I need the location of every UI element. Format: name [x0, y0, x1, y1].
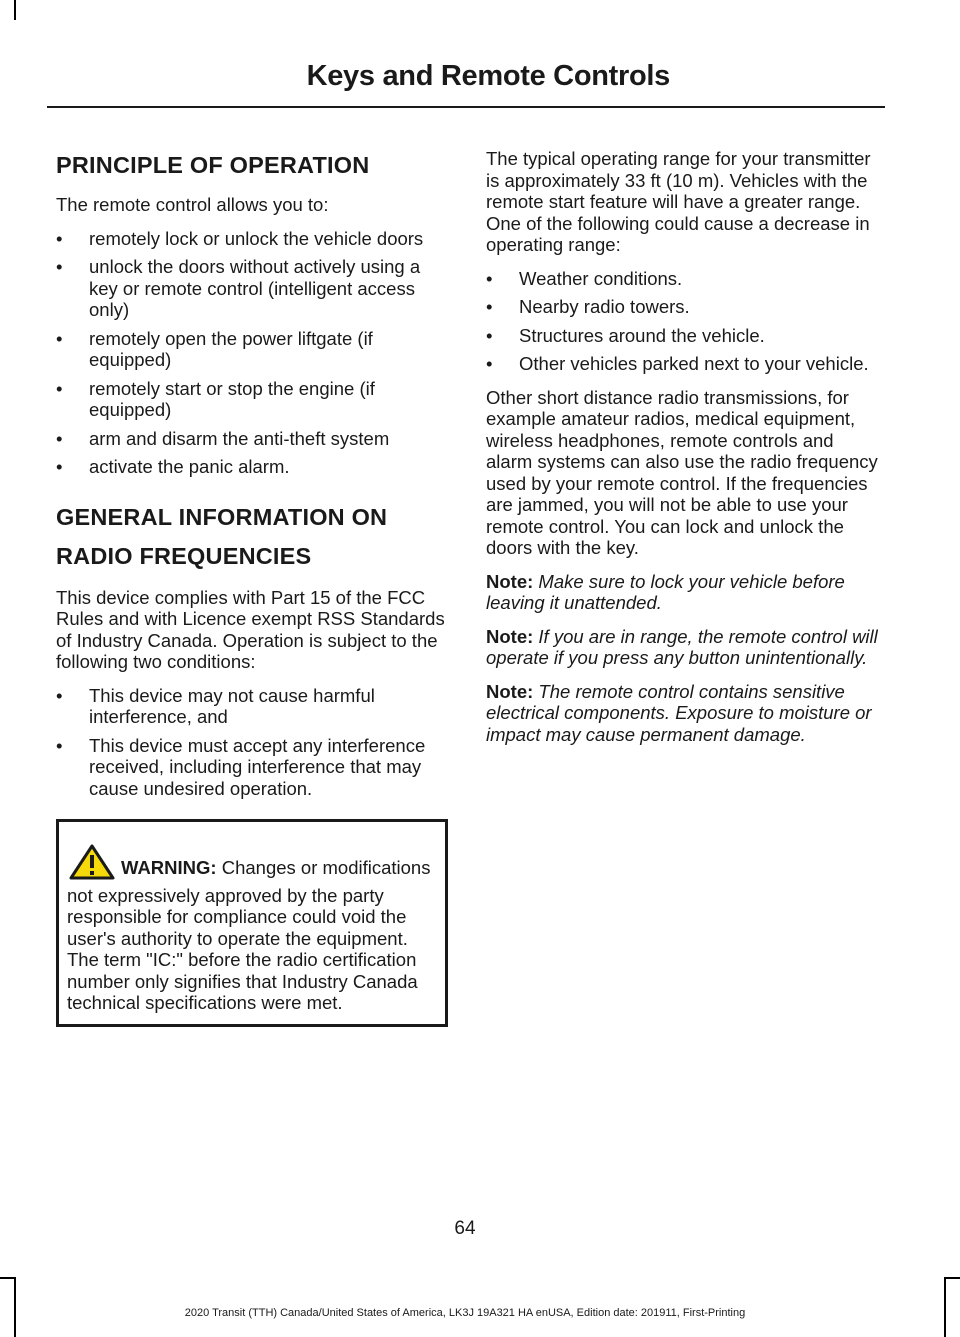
capabilities-list	[56, 228, 448, 478]
bullet-icon: •	[486, 267, 493, 289]
bullet-icon: •	[56, 377, 63, 399]
page-number: 64	[454, 1218, 476, 1239]
footer-edition-info: 2020 Transit (TTH) Canada/United States of America, LK3J 19A321 HA enUSA, Edition date: 201911, First-Printing	[184, 1307, 746, 1319]
note-label: Note:	[486, 680, 534, 702]
note-label: Note:	[486, 625, 534, 647]
list-item: • Nearby radio towers.	[486, 296, 690, 317]
list-item: • Other vehicles parked next to your vehicle.	[486, 353, 869, 374]
list-item: • activate the panic alarm.	[56, 456, 290, 477]
crop-mark-top-left	[14, 0, 16, 20]
list-item: • Structures around the vehicle.	[486, 324, 765, 346]
list-item: • remotely open the power liftgate (if equipped)	[56, 327, 373, 370]
right-column	[486, 148, 881, 757]
note-text: If you are in range, the remote control will operate if you press any button unintentionally.	[486, 625, 878, 668]
note-text: The remote control contains sensitive electrical components. Exposure to moisture or impact may cause permanent damage.	[486, 680, 872, 745]
header-rule	[47, 106, 885, 108]
note	[486, 571, 881, 614]
list-item: • This device may not cause harmful interference, and	[56, 684, 375, 727]
section-heading-principle: PRINCIPLE OF OPERATION	[56, 152, 370, 178]
warning-triangle-icon	[69, 844, 115, 885]
list-item: • arm and disarm the anti-theft system	[56, 427, 390, 449]
range-paragraph: The typical operating range for your transmitter is approximately 33 ft (10 m). Vehicles with the remote start feature will have a greater range. One of the following could cause a decrease in operating range:	[486, 148, 871, 255]
crop-mark-bottom-right-h	[944, 1277, 960, 1279]
bullet-icon: •	[56, 734, 63, 756]
list-item: • unlock the doors without actively using a key or remote control (intelligent access only)	[56, 256, 421, 320]
list-item: • Weather conditions.	[486, 267, 683, 289]
interference-paragraph: Other short distance radio transmissions, for example amateur radios, medical equipment, wireless headphones, remote controls and alarm systems can also use the radio frequency used by your remote control. If the frequencies are jammed, you will not be able to use your remote control. You can lock and unlock the doors with the key.	[486, 386, 878, 558]
warning-label: WARNING:	[121, 857, 217, 878]
page-header-title: Keys and Remote Controls	[306, 60, 670, 92]
warning-text: Changes or modifications not expressively approved by the party responsible for compliance could void the user's authority to operate the equipment. The term "IC:" before the radio certification number only signifies that Industry Canada technical specifications were met.	[67, 857, 431, 1013]
bullet-icon: •	[56, 256, 63, 277]
bullet-icon: •	[486, 296, 493, 317]
bullet-icon: •	[56, 427, 63, 449]
left-column	[56, 148, 448, 1027]
bullet-icon: •	[56, 327, 63, 349]
bullet-icon: •	[486, 353, 493, 374]
note	[486, 681, 881, 746]
list-item: • This device must accept any interference received, including interference that may cause undesired operation.	[56, 734, 426, 799]
list-item: • remotely start or stop the engine (if equipped)	[56, 377, 375, 420]
note	[486, 626, 881, 669]
section-heading-radio-line1: GENERAL INFORMATION ON	[56, 503, 388, 530]
bullet-icon: •	[56, 227, 63, 249]
note-label: Note:	[486, 570, 534, 592]
list-item: • remotely lock or unlock the vehicle doors	[56, 227, 424, 249]
conditions-list	[56, 685, 448, 800]
warning-box	[56, 819, 448, 1027]
bullet-icon: •	[56, 684, 63, 706]
bullet-icon: •	[486, 324, 493, 346]
section-heading-radio-line2: RADIO FREQUENCIES	[56, 542, 312, 569]
section-intro: The remote control allows you to:	[56, 194, 329, 215]
range-factors-list	[486, 268, 881, 375]
bullet-icon: •	[56, 456, 63, 477]
note-text: Make sure to lock your vehicle before leaving it unattended.	[486, 570, 845, 613]
crop-mark-bottom-left-h	[0, 1277, 16, 1279]
radio-paragraph: This device complies with Part 15 of the FCC Rules and with Licence exempt RSS Standards of Industry Canada. Operation is subject to the following two conditions:	[56, 586, 445, 672]
crop-mark-bottom-right	[944, 1277, 946, 1337]
